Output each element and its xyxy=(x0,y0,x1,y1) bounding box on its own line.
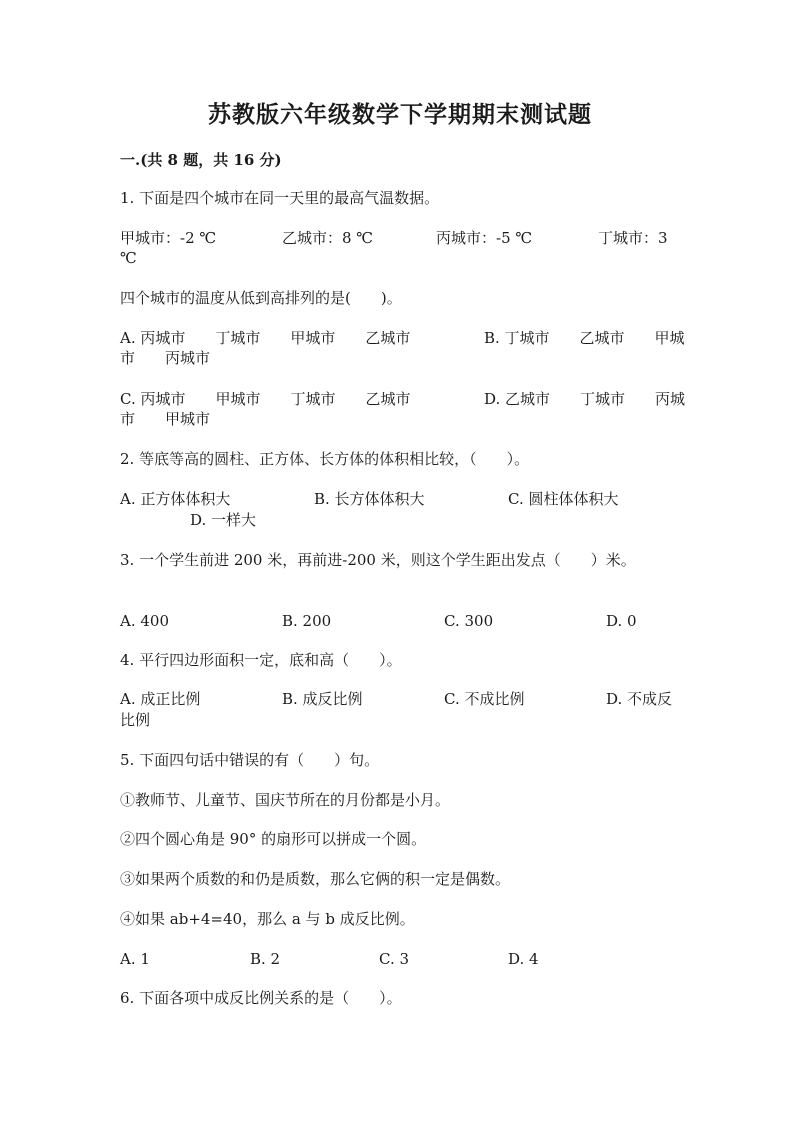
q5-statement-1: ①教师节、儿童节、国庆节所在的月份都是小月。 xyxy=(120,791,451,809)
q5-statement-4: ④如果 ab+4=40，那么 a 与 b 成反比例。 xyxy=(120,910,415,928)
q1-option-b: B. 丁城市 乙城市 甲城 xyxy=(484,329,685,347)
q2-stem: 2. 等底等高的圆柱、正方体、长方体的体积相比较，（ ）。 xyxy=(120,450,530,468)
q3-option-b: B. 200 xyxy=(282,612,332,630)
q5-statement-3: ③如果两个质数的和仍是质数，那么它俩的积一定是偶数。 xyxy=(120,870,511,888)
q4-option-c: C. 不成比例 xyxy=(444,690,525,708)
q1-data-yi: 乙城市：8 ℃ xyxy=(282,229,374,247)
q1-option-c: C. 丙城市 甲城市 丁城市 乙城市 xyxy=(120,390,411,408)
q4-option-a: A. 成正比例 xyxy=(120,690,201,708)
q4-option-b: B. 成反比例 xyxy=(282,690,363,708)
q2-option-a: A. 正方体体积大 xyxy=(120,490,231,508)
q1-stem: 1. 下面是四个城市在同一天里的最高气温数据。 xyxy=(120,189,440,207)
q1-data-jia: 甲城市：-2 ℃ xyxy=(120,229,217,247)
q3-option-c: C. 300 xyxy=(444,612,494,630)
q2-option-d: D. 一样大 xyxy=(190,511,257,529)
q1-ask: 四个城市的温度从低到高排列的是( )。 xyxy=(120,289,402,307)
q1-option-d-cont: 市 甲城市 xyxy=(120,410,211,428)
q1-option-a: A. 丙城市 丁城市 甲城市 乙城市 xyxy=(120,329,411,347)
q1-option-b-cont: 市 丙城市 xyxy=(120,349,211,367)
q1-data-ding-unit: ℃ xyxy=(120,249,137,267)
q2-option-b: B. 长方体体积大 xyxy=(314,490,425,508)
q1-data-bing: 丙城市：-5 ℃ xyxy=(436,229,533,247)
q5-option-d: D. 4 xyxy=(508,950,539,968)
q4-option-d-cont: 比例 xyxy=(120,711,151,729)
q1-option-d: D. 乙城市 丁城市 丙城 xyxy=(484,390,686,408)
q5-statement-2: ②四个圆心角是 90° 的扇形可以拼成一个圆。 xyxy=(120,830,427,848)
q5-option-a: A. 1 xyxy=(120,950,150,968)
q3-option-a: A. 400 xyxy=(120,612,169,630)
q3-option-d: D. 0 xyxy=(606,612,637,630)
q6-stem: 6. 下面各项中成反比例关系的是（ ）。 xyxy=(120,989,402,1007)
q5-option-c: C. 3 xyxy=(379,950,410,968)
page-title: 苏教版六年级数学下学期期末测试题 xyxy=(208,101,592,128)
q5-option-b: B. 2 xyxy=(250,950,281,968)
q3-stem: 3. 一个学生前进 200 米，再前进-200 米，则这个学生距出发点（ ）米。 xyxy=(120,551,636,569)
q4-option-d: D. 不成反 xyxy=(606,690,673,708)
q2-option-c: C. 圆柱体体积大 xyxy=(508,490,619,508)
q4-stem: 4. 平行四边形面积一定，底和高（ ）。 xyxy=(120,651,402,669)
q1-data-ding: 丁城市：3 xyxy=(598,229,668,247)
section-heading: 一.(共 8 题，共 16 分) xyxy=(120,151,282,169)
q5-stem: 5. 下面四句话中错误的有（ ）句。 xyxy=(120,751,380,769)
